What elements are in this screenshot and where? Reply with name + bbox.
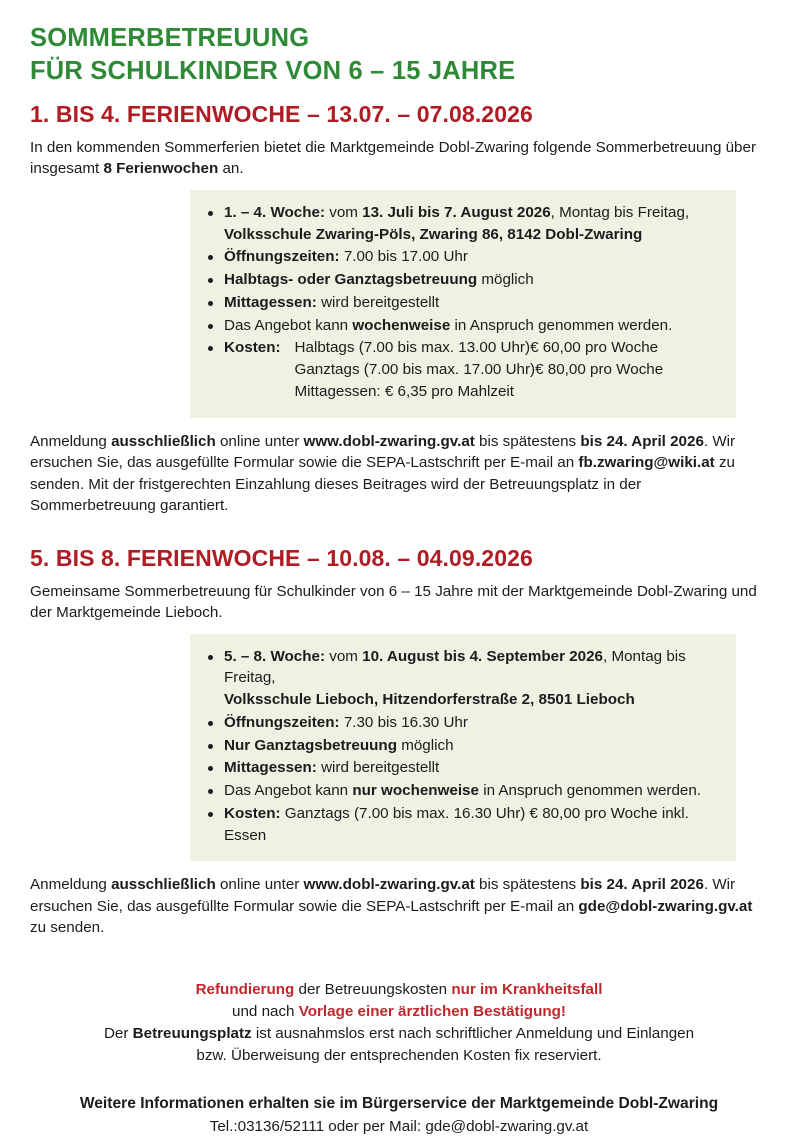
reg1-email-link[interactable]: fb.zwaring@wiki.at bbox=[578, 454, 715, 472]
costs-desc: Ganztags (7.00 bis max. 17.00 Uhr) bbox=[294, 361, 536, 379]
reg2-p1: Anmeldung bbox=[30, 876, 112, 894]
costs-price: € 60,00 pro Woche bbox=[530, 339, 659, 357]
care-type-label: Nur Ganztagsbetreuung bbox=[224, 736, 397, 754]
section-1-intro-part1: In den kommenden Sommerferien bietet die Marktgemeinde Dobl-Zwaring folgende Sommerbetreuung über insgesamt bbox=[30, 138, 757, 178]
week-dates: 10. August bis 4. September 2026 bbox=[362, 647, 603, 665]
reg1-deadline: bis 24. April 2026 bbox=[580, 432, 704, 450]
list-item-week bbox=[206, 646, 720, 711]
opening-hours-value: 7.00 bis 17.00 Uhr bbox=[339, 248, 468, 266]
reg1-p2: online unter bbox=[215, 432, 304, 450]
costs-label: Kosten: bbox=[224, 339, 281, 357]
reg2-p2: online unter bbox=[215, 876, 304, 894]
reg2-email-link[interactable]: gde@dobl-zwaring.gv.at bbox=[578, 897, 753, 915]
section-1-details-box bbox=[190, 190, 736, 418]
costs-value: Ganztags (7.00 bis max. 16.30 Uhr) € 80,00 pro Woche inkl. Essen bbox=[224, 804, 689, 844]
section-1-heading: 1. BIS 4. FERIENWOCHE – 13.07. – 07.08.2026 bbox=[30, 101, 533, 128]
section-1-intro bbox=[30, 137, 768, 180]
list-item-lunch bbox=[206, 292, 720, 314]
care-type-value: möglich bbox=[396, 736, 454, 754]
refund-line-3 bbox=[30, 1023, 768, 1045]
week-label: 5. – 8. Woche: bbox=[224, 647, 326, 665]
reservation-post: ist ausnahmslos erst nach schriftlicher Anmeldung und Einlangen bbox=[251, 1025, 695, 1043]
list-item-weekly-booking bbox=[206, 315, 720, 337]
weekly-booking-bold: wochenweise bbox=[352, 316, 451, 334]
reg2-deadline: bis 24. April 2026 bbox=[580, 876, 704, 894]
costs-row bbox=[224, 337, 720, 402]
reg1-b1: ausschließlich bbox=[111, 432, 216, 450]
care-type-label: Halbtags- oder Ganztagsbetreuung bbox=[224, 271, 478, 289]
costs-table-row bbox=[295, 359, 664, 381]
week-location: Volksschule Lieboch, Hitzendorferstraße 2, 8501 Lieboch bbox=[224, 691, 635, 709]
page-title-line-1: SOMMERBETREUUNG bbox=[30, 24, 310, 52]
section-1-registration bbox=[30, 431, 768, 517]
section-2-details-box bbox=[190, 634, 736, 862]
section-2-heading: 5. BIS 8. FERIENWOCHE – 10.08. – 04.09.2026 bbox=[30, 544, 533, 571]
page-title-line-2: FÜR SCHULKINDER VON 6 – 15 JAHRE bbox=[30, 56, 516, 85]
costs-desc: Halbtags (7.00 bis max. 13.00 Uhr) bbox=[294, 339, 531, 357]
reg2-b1: ausschließlich bbox=[111, 876, 216, 894]
page-title bbox=[30, 22, 768, 87]
costs-desc: Mittagessen: € 6,35 pro Mahlzeit bbox=[294, 382, 515, 400]
reg1-p5: zu senden. Mit der fristgerechten Einzahlung dieses Beitrages wird der Betreuungsplatz in der Sommerbetreuung garantiert. bbox=[30, 454, 735, 515]
list-item-opening-hours bbox=[206, 712, 720, 734]
section-1-intro-part2: an. bbox=[218, 160, 244, 178]
weekly-booking-post: in Anspruch genommen werden. bbox=[450, 316, 673, 334]
contact-line-2[interactable]: Tel.:03136/52111 oder per Mail: gde@dobl-zwaring.gv.at bbox=[209, 1117, 589, 1135]
weekly-booking-pre: Das Angebot kann bbox=[224, 782, 353, 800]
week-label: 1. – 4. Woche: bbox=[224, 204, 326, 221]
list-item-care-type bbox=[206, 269, 720, 291]
refund-notice bbox=[30, 979, 768, 1067]
week-tail: , Montag bis Freitag, bbox=[224, 647, 686, 687]
list-item-costs bbox=[206, 803, 720, 846]
list-item-costs bbox=[206, 337, 720, 402]
reg1-p1: Anmeldung bbox=[30, 432, 112, 450]
section-1-bullet-list bbox=[206, 202, 720, 403]
opening-hours-label: Öffnungszeiten: bbox=[224, 713, 340, 731]
section-2-registration bbox=[30, 874, 768, 939]
reg2-p5: zu senden. bbox=[30, 919, 105, 937]
weekly-booking-post: in Anspruch genommen werden. bbox=[478, 782, 702, 800]
care-type-value: möglich bbox=[477, 271, 534, 289]
refund-condition: nur im Krankheitsfall bbox=[451, 981, 603, 999]
reg2-p4: . Wir ersuchen Sie, das ausgefüllte Formular sowie die SEPA-Lastschrift per E-mail an bbox=[30, 876, 736, 915]
reg2-website-link[interactable]: www.dobl-zwaring.gv.at bbox=[303, 876, 475, 894]
section-2-bullet-list bbox=[206, 646, 720, 847]
list-item-lunch bbox=[206, 757, 720, 779]
reg2-p3: bis spätestens bbox=[474, 876, 581, 894]
refund-line-1 bbox=[30, 979, 768, 1001]
refund-line-4: bzw. Überweisung der entsprechenden Kosten fix reserviert. bbox=[196, 1047, 602, 1065]
opening-hours-label: Öffnungszeiten: bbox=[224, 248, 340, 266]
refund-certificate: Vorlage einer ärztlichen Bestätigung! bbox=[298, 1003, 566, 1021]
contact-line-1: Weitere Informationen erhalten sie im Bürgerservice der Marktgemeinde Dobl-Zwaring bbox=[79, 1095, 719, 1113]
lunch-label: Mittagessen: bbox=[224, 759, 317, 777]
section-2-intro: Gemeinsame Sommerbetreuung für Schulkinder von 6 – 15 Jahre mit der Marktgemeinde Dobl-Zwaring und der Marktgemeinde Lieboch. bbox=[30, 582, 757, 622]
week-tail: , Montag bis Freitag, bbox=[550, 204, 690, 221]
contact-block bbox=[30, 1093, 768, 1138]
reg1-p4: . Wir ersuchen Sie, das ausgefüllte Formular sowie die SEPA-Lastschrift per E-mail an bbox=[30, 432, 736, 472]
lunch-label: Mittagessen: bbox=[224, 293, 317, 311]
refund-line2-pre: und nach bbox=[232, 1003, 299, 1021]
reg1-website-link[interactable]: www.dobl-zwaring.gv.at bbox=[303, 432, 475, 450]
week-mid: vom bbox=[325, 204, 363, 221]
costs-table-row bbox=[295, 337, 664, 359]
costs-table bbox=[295, 337, 664, 402]
costs-table-row bbox=[295, 381, 664, 403]
refund-line-2 bbox=[30, 1001, 768, 1023]
list-item-opening-hours bbox=[206, 246, 720, 268]
list-item-weekly-booking bbox=[206, 780, 720, 802]
costs-label: Kosten: bbox=[224, 804, 281, 822]
costs-price: € 80,00 pro Woche bbox=[535, 361, 664, 379]
week-dates: 13. Juli bis 7. August 2026 bbox=[362, 204, 551, 221]
list-item-care-type bbox=[206, 735, 720, 757]
week-location: Volksschule Zwaring-Pöls, Zwaring 86, 8142 Dobl-Zwaring bbox=[224, 225, 643, 243]
opening-hours-value: 7.30 bis 16.30 Uhr bbox=[339, 713, 468, 731]
lunch-value: wird bereitgestellt bbox=[316, 293, 440, 311]
refund-keyword: Refundierung bbox=[195, 981, 295, 999]
reservation-pre: Der bbox=[103, 1025, 133, 1043]
reg1-p3: bis spätestens bbox=[474, 432, 581, 450]
lunch-value: wird bereitgestellt bbox=[316, 759, 440, 777]
weekly-booking-pre: Das Angebot kann bbox=[224, 316, 353, 334]
section-1-intro-bold: 8 Ferienwochen bbox=[103, 160, 219, 178]
reservation-bold: Betreuungsplatz bbox=[132, 1025, 252, 1043]
week-mid: vom bbox=[325, 647, 363, 665]
weekly-booking-bold: nur wochenweise bbox=[352, 782, 479, 800]
list-item-week bbox=[206, 202, 720, 245]
refund-line1-mid: der Betreuungskosten bbox=[294, 981, 452, 999]
